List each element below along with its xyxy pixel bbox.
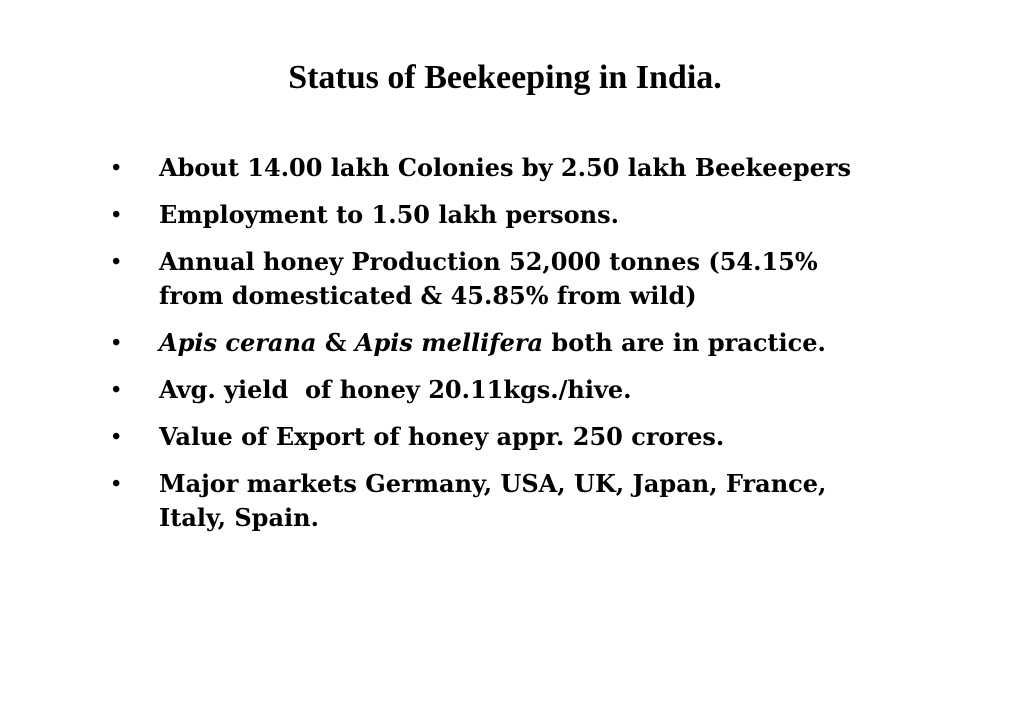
bullet-text	[159, 245, 940, 313]
species-joiner: &	[316, 328, 355, 357]
bullet-icon: •	[112, 424, 121, 450]
bullet-text-line: Italy, Spain.	[159, 503, 319, 532]
bullet-item-yield	[110, 373, 940, 407]
bullet-text: Value of Export of honey appr. 250 crores.	[159, 422, 725, 451]
bullet-text-line: Major markets Germany, USA, UK, Japan, France,	[159, 469, 827, 498]
bullet-list	[110, 151, 940, 548]
bullet-text: About 14.00 lakh Colonies by 2.50 lakh Beekeepers	[159, 153, 852, 182]
bullet-item-colonies	[110, 151, 940, 185]
bullet-icon: •	[112, 471, 121, 497]
bullet-item-export	[110, 420, 940, 454]
bullet-text-line: from domesticated & 45.85% from wild)	[159, 281, 697, 310]
bullet-text	[159, 326, 940, 360]
bullet-icon: •	[112, 249, 121, 275]
bullet-icon: •	[112, 202, 121, 228]
bullet-text-line: Annual honey Production 52,000 tonnes (54.15%	[159, 247, 818, 276]
bullet-item-employment	[110, 198, 940, 232]
species-name: Apis mellifera	[354, 328, 544, 357]
species-name: Apis cerana	[159, 328, 317, 357]
bullet-item-species	[110, 326, 940, 360]
bullet-text: Avg. yield of honey 20.11kgs./hive.	[159, 375, 632, 404]
bullet-text: Employment to 1.50 lakh persons.	[159, 200, 619, 229]
species-suffix: both are in practice.	[543, 328, 826, 357]
bullet-item-production	[110, 245, 940, 313]
bullet-icon: •	[112, 330, 121, 356]
slide-title: Status of Beekeeping in India.	[288, 59, 722, 96]
bullet-text	[159, 467, 940, 535]
bullet-icon: •	[112, 377, 121, 403]
bullet-item-markets	[110, 467, 940, 535]
bullet-icon: •	[112, 155, 121, 181]
